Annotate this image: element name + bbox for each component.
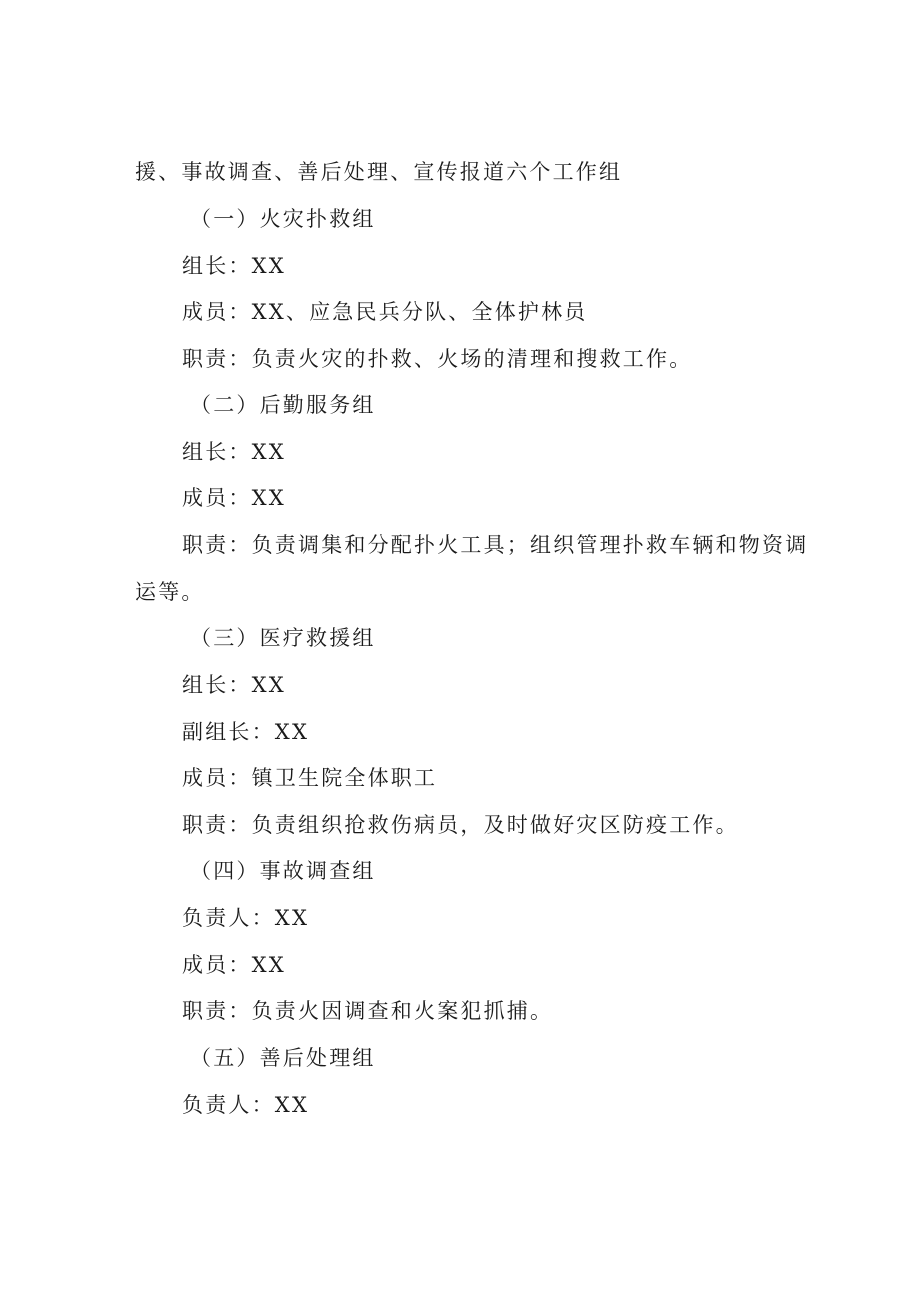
group-4-heading: （四）事故调查组 <box>190 859 376 883</box>
group-2-duty-line-1: 职责：负责调集和分配扑火工具；组织管理扑救车辆和物资调 <box>182 533 809 557</box>
group-3-members: 成员：镇卫生院全体职工 <box>182 766 438 790</box>
group-1-duty: 职责：负责火灾的扑救、火场的清理和搜救工作。 <box>182 347 693 371</box>
group-1-members: 成员：XX、应急民兵分队、全体护林员 <box>182 300 588 324</box>
group-4-leader: 负责人：XX <box>182 906 310 930</box>
continuation-text: 援、事故调查、善后处理、宣传报道六个工作组 <box>135 160 623 184</box>
group-5-heading: （五）善后处理组 <box>190 1046 376 1070</box>
group-2-duty-line-2: 运等。 <box>135 580 205 604</box>
group-2-leader: 组长：XX <box>182 440 286 464</box>
group-3-leader: 组长：XX <box>182 673 286 697</box>
group-4-members: 成员：XX <box>182 953 286 977</box>
group-5-leader: 负责人：XX <box>182 1093 310 1117</box>
group-3-deputy: 副组长：XX <box>182 720 310 744</box>
group-2-heading: （二）后勤服务组 <box>190 393 376 417</box>
group-2-members: 成员：XX <box>182 486 286 510</box>
group-4-duty: 职责：负责火因调查和火案犯抓捕。 <box>182 999 554 1023</box>
group-3-heading: （三）医疗救援组 <box>190 626 376 650</box>
group-3-duty: 职责：负责组织抢救伤病员，及时做好灾区防疫工作。 <box>182 813 739 837</box>
group-1-leader: 组长：XX <box>182 254 286 278</box>
group-1-heading: （一）火灾扑救组 <box>190 207 376 231</box>
